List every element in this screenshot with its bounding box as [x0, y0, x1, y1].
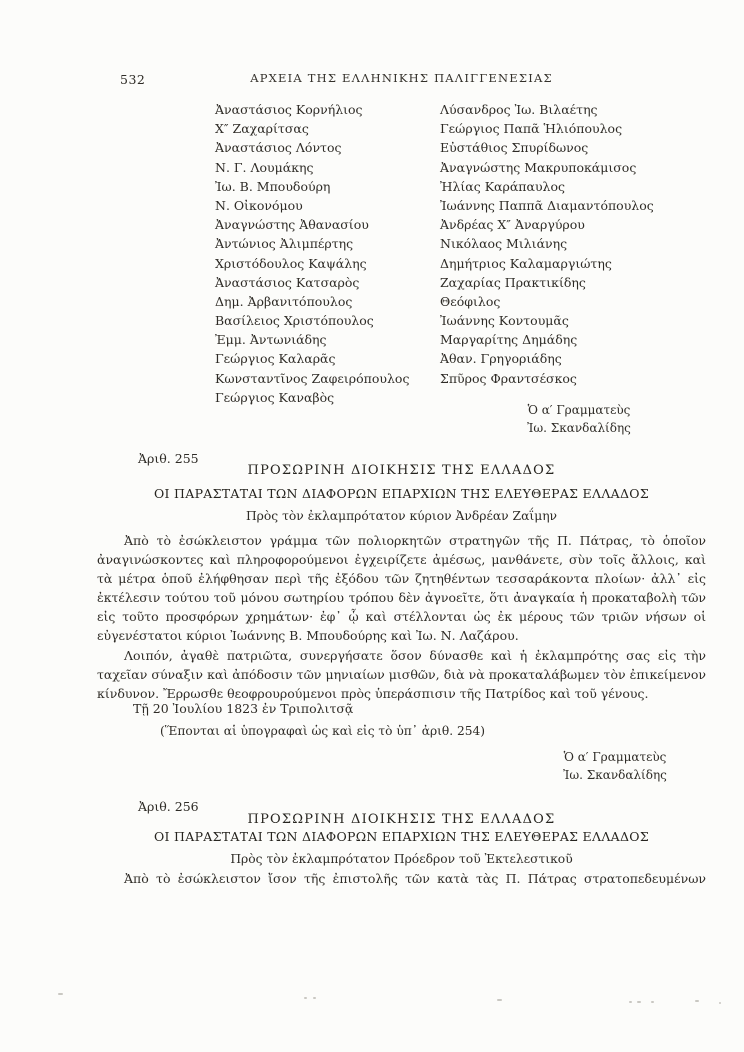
signatory-name: Χριστόδουλος Καψάλης — [215, 255, 367, 271]
scan-speck — [695, 1000, 699, 1002]
doc255-signatures-note: (Ἕπονται αἱ ὑπογραφαὶ ὡς καὶ εἰς τὸ ὑπ᾽ ἀριθ. 254) — [160, 724, 486, 738]
signatory-row — [215, 349, 706, 368]
signatory-name: Βασίλειος Χριστόπουλος — [215, 313, 374, 329]
signatory-row — [215, 273, 706, 292]
doc255-paragraph-2: Λοιπόν, ἀγαθὲ πατριῶτα, συνεργήσατε ὅσον δύνασθε καὶ ἡ ἐκλαμπρότης σας εἰς τὴν ταχεῖαν σύναξιν καὶ ἀπόδοσιν τῶν μηνιαίων μισθῶν, διὰ νὰ προκαταλάβωμεν τὸν ἐπικείμενον κίνδυνον. Ἔρρωσθε θεοφρουρούμενοι πρὸς ὑπεράσπισιν τῆς Πατρίδος καὶ τοῦ γένους. — [97, 648, 706, 701]
signatory-row — [215, 330, 706, 349]
page-number: 532 — [120, 72, 146, 87]
signatory-name: Δημ. Ἀρβανιτόπουλος — [215, 293, 353, 309]
signatory-row — [215, 234, 706, 253]
signature-title: Ὁ α′ Γραμματεὺς — [563, 750, 667, 764]
doc255-salutation: Πρὸς τὸν ἐκλαμπρότατον κύριον Ἀνδρέαν Ζαΐμην — [245, 509, 558, 523]
doc256-heading-1: ΠΡΟΣΩΡΙΝΗ ΔΙΟΙΚΗΣΙΣ ΤΗΣ ΕΛΛΑΔΟΣ — [247, 812, 556, 827]
signatory-name: Γεώργιος Καναβὸς — [215, 389, 335, 405]
signatory-name: Ἰω. Β. Μπουδούρη — [215, 178, 331, 194]
doc255-heading-1: ΠΡΟΣΩΡΙΝΗ ΔΙΟΙΚΗΣΙΣ ΤΗΣ ΕΛΛΑΔΟΣ — [247, 463, 556, 478]
signature-title: Ὁ α′ Γραμματεὺς — [527, 403, 631, 417]
signatory-name: Ἀναστάσιος Κατσαρὸς — [215, 274, 360, 290]
signatory-row — [215, 292, 706, 311]
signatory-name: Ἀναγνώστης Ἀθανασίου — [215, 217, 369, 233]
signature-block — [509, 402, 649, 437]
signatory-row — [215, 138, 706, 157]
scan-speck — [719, 1002, 721, 1004]
doc255-dateline: Τῇ 20 Ἰουλίου 1823 ἐν Τριπολιτσᾷ — [133, 701, 354, 716]
doc256-heading-2: ΟΙ ΠΑΡΑΣΤΑΤΑΙ ΤΩΝ ΔΙΑΦΟΡΩΝ ΕΠΑΡΧΙΩΝ ΤΗΣ ΕΛΕΥΘΕΡΑΣ ΕΛΛΑΔΟΣ — [154, 829, 649, 844]
signatory-row — [215, 311, 706, 330]
signatory-row — [215, 254, 706, 273]
signatory-row — [215, 119, 706, 138]
signatory-name: Ἀναστάσιος Κορνήλιος — [215, 102, 363, 117]
signatory-name: Γεώργιος Καλαρᾶς — [215, 351, 336, 367]
signature-name: Ἰω. Σκανδαλίδης — [527, 420, 631, 435]
signatory-name: Ν. Οἰκονόμου — [215, 197, 303, 213]
signatory-name: Ἀνδρέας Χ″ Ἀναργύρου — [440, 217, 585, 233]
signatories-list — [215, 100, 706, 407]
scan-speck — [313, 997, 316, 999]
signatory-name: Χ″ Ζαχαρίτσας — [215, 121, 309, 137]
doc255-number-label: Ἀριθ. 255 — [138, 451, 199, 466]
scan-speck — [651, 1001, 654, 1003]
signature-name: Ἰω. Σκανδαλίδης — [563, 767, 667, 782]
signatory-name: Ἀντώνιος Ἀλιμπέρτης — [215, 236, 354, 252]
doc255-heading-2: ΟΙ ΠΑΡΑΣΤΑΤΑΙ ΤΩΝ ΔΙΑΦΟΡΩΝ ΕΠΑΡΧΙΩΝ ΤΗΣ ΕΛΕΥΘΕΡΑΣ ΕΛΛΑΔΟΣ — [154, 486, 649, 501]
signatory-name: Ἀθαν. Γρηγοριάδης — [440, 351, 562, 367]
doc255-paragraph-1: Ἀπὸ τὸ ἐσώκλειστον γράμμα τῶν πολιορκητῶν στρατηγῶν τῆς Π. Πάτρας, τὸ ὁποῖον ἀναγινώσκοντες καὶ πληροφορούμενοι ἐγχειρίζετε ἀμέσως, μανθάνετε, σὺν τοῖς ἄλλοις, καὶ τὰ μέτρα ὁποῦ ἐλήφθησαν περὶ τῆς ἐξόδου τῶν ζητηθέντων τεσσαράκοντα πλοίων· ἀλλ᾽ εἰς ἐκτέλεσιν τούτου τοῦ μόνου σωτηρίου τρόπου δὲν ἀγνοεῖτε, ὅτι ἀναγκαία ἡ προκαταβολὴ τῶν εἰς τοῦτο προσφόρων χρημάτων· ἐφ᾽ ᾧ καὶ στέλλονται ὡς ἐκ μέρους τῶν τριῶν νήσων οἱ εὐγενέστατοι κύριοι Ἰωάννης Β. Μπουδούρης καὶ Ἰω. Ν. Λαζάρου. — [97, 533, 706, 643]
signatory-name: Ἐμμ. Ἀντωνιάδης — [215, 332, 327, 348]
scan-speck — [629, 1001, 632, 1003]
signatory-name: Μαργαρίτης Δημάδης — [440, 332, 578, 348]
signatory-name: Κωνσταντῖνος Ζαφειρόπουλος — [215, 370, 410, 386]
signatory-row — [215, 100, 706, 119]
signatory-name: Ν. Γ. Λουμάκης — [215, 159, 314, 175]
signatory-row — [215, 158, 706, 177]
signatory-name: Ἰωάννης Παππᾶ Διαμαντόπουλος — [440, 197, 654, 213]
signatory-name: Νικόλαος Μιλιάνης — [440, 236, 568, 252]
scan-speck — [58, 993, 63, 995]
signatory-name: Γεώργιος Παπᾶ Ἡλιόπουλος — [440, 121, 623, 137]
scan-speck — [304, 997, 307, 999]
signatory-name: Ἰωάννης Κοντουμᾶς — [440, 313, 569, 329]
doc256-opening-line: Ἀπὸ τὸ ἐσώκλειστον ἴσον τῆς ἐπιστολῆς τῶν κατὰ τὰς Π. Πάτρας στρατοπεδευμένων — [124, 871, 706, 886]
signatory-row — [215, 215, 706, 234]
running-title: ΑΡΧΕΙΑ ΤΗΣ ΕΛΛΗΝΙΚΗΣ ΠΑΛΙΓΓΕΝΕΣΙΑΣ — [250, 71, 553, 85]
signatory-name: Ζαχαρίας Πρακτικίδης — [440, 274, 586, 290]
doc256-salutation: Πρὸς τὸν ἐκλαμπρότατον Πρόεδρον τοῦ Ἐκτελεστικοῦ — [230, 852, 573, 866]
signatory-name: Ἀναστάσιος Λόντος — [215, 140, 342, 156]
signatory-name: Θεόφιλος — [440, 293, 501, 309]
signatory-row — [215, 196, 706, 215]
signatory-name: Ἠλίας Καράπαυλος — [440, 178, 565, 194]
signatory-name: Σπῦρος Φραντσέσκος — [440, 370, 577, 386]
signatory-row — [215, 369, 706, 388]
signatory-name: Δημήτριος Καλαμαργιώτης — [440, 255, 612, 271]
signatory-name: Ἀναγνώστης Μακρυποκάμισος — [440, 159, 637, 175]
scan-speck — [637, 1001, 641, 1003]
scan-speck — [497, 999, 502, 1001]
signatory-row — [215, 177, 706, 196]
doc255-signature-block — [545, 749, 685, 784]
signatory-name: Εὐστάθιος Σπυρίδωνος — [440, 140, 589, 156]
doc256-number-label: Ἀριθ. 256 — [138, 799, 199, 814]
signatory-name: Λύσανδρος Ἰω. Βιλαέτης — [440, 102, 598, 117]
